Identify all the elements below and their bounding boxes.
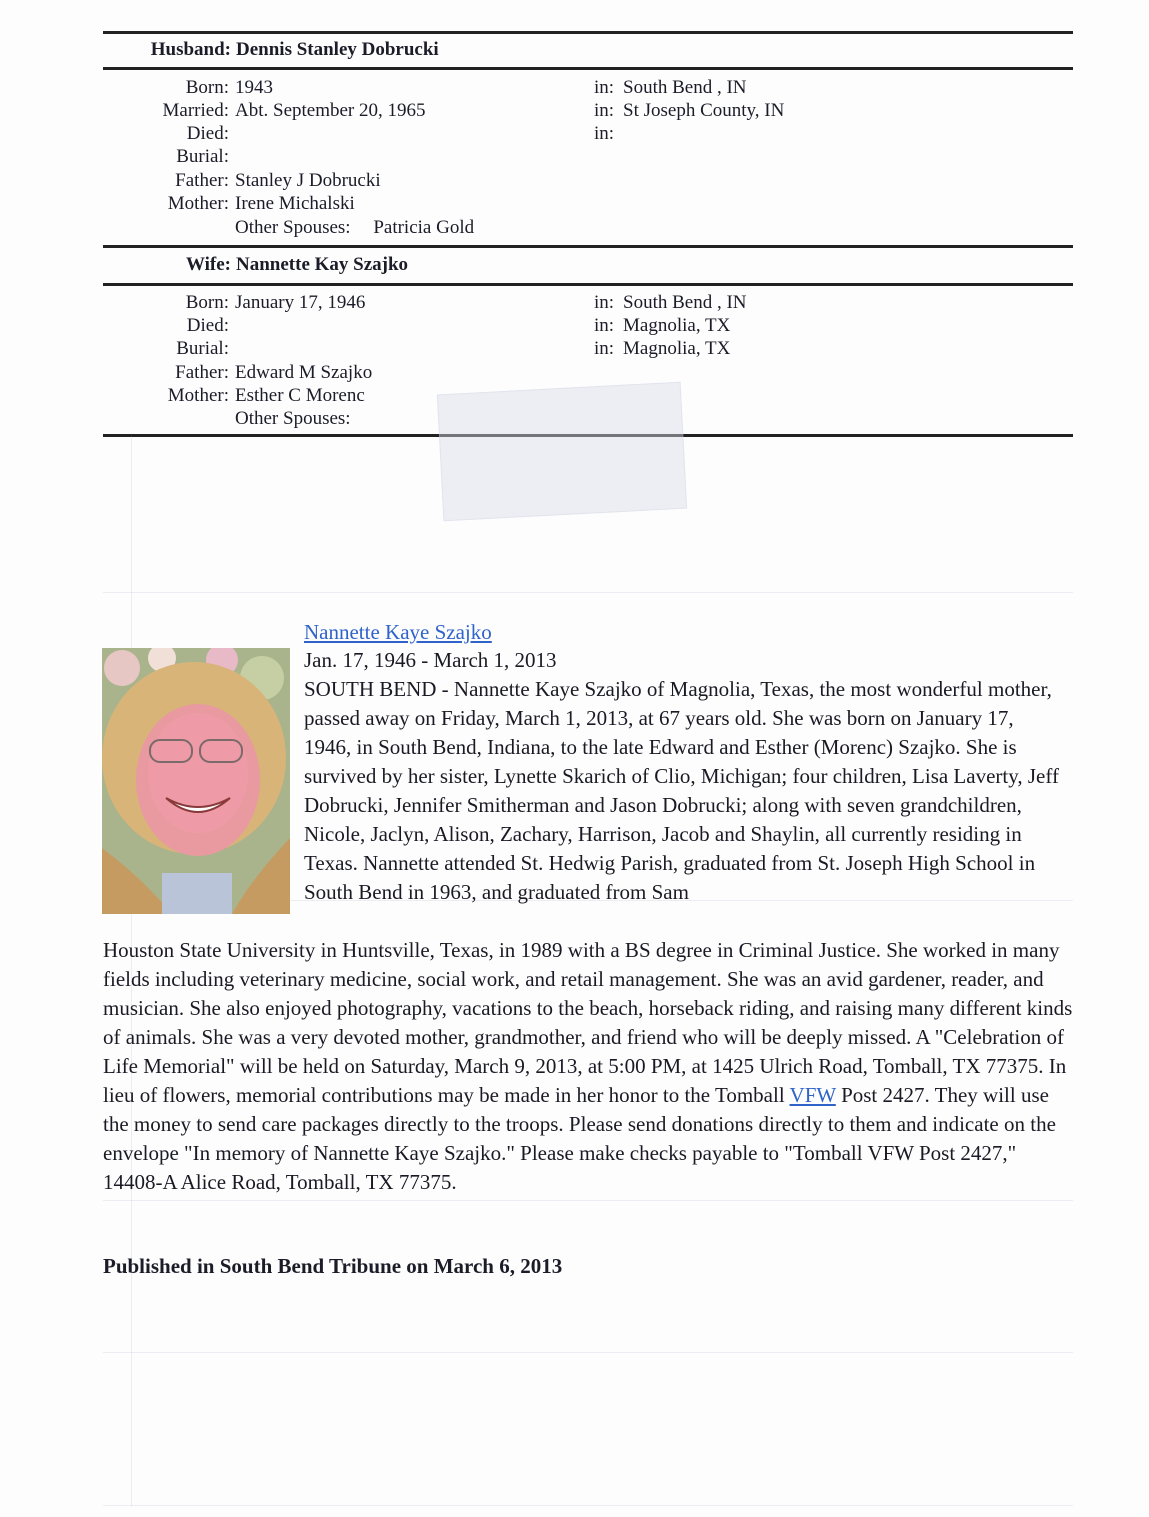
in-label: in:: [594, 338, 615, 359]
mother-label: Mother:: [167, 193, 229, 214]
born-label: Born:: [185, 77, 229, 98]
wife-other-spouses: [235, 408, 369, 430]
husband-born-row: [0, 77, 1149, 100]
wife-name: Nannette Kay Szajko: [236, 254, 409, 275]
wife-died-row: [0, 315, 1149, 338]
other-spouses-label: Other Spouses:: [235, 408, 351, 429]
in-label: in:: [594, 123, 615, 144]
husband-label: Husband:: [150, 39, 231, 60]
burial-label: Burial:: [176, 146, 229, 167]
husband-rule: [103, 67, 1073, 70]
in-label: in:: [594, 315, 615, 336]
portrait-image: [102, 648, 290, 914]
married-place: St Joseph County, IN: [623, 100, 785, 121]
burial-place: Magnolia, TX: [623, 338, 731, 359]
in-label: in:: [594, 77, 615, 98]
born-place: South Bend , IN: [623, 292, 747, 313]
wife-burial-row: [0, 338, 1149, 361]
wife-rule: [103, 283, 1073, 286]
father-value: Edward M Szajko: [235, 362, 373, 383]
mother-value: Irene Michalski: [235, 193, 355, 214]
vfw-link[interactable]: VFW: [789, 1083, 836, 1107]
ghost-rule: [103, 1505, 1073, 1506]
husband-died-row: [0, 123, 1149, 146]
other-spouses-value: Patricia Gold: [373, 217, 475, 238]
mother-label: Mother:: [167, 385, 229, 406]
other-spouses-label: Other Spouses:: [235, 217, 351, 238]
husband-other-spouses: [235, 217, 474, 239]
mother-value: Esther C Morenc: [235, 385, 365, 406]
obituary-dates: Jan. 17, 1946 - March 1, 2013: [304, 648, 557, 672]
husband-mother-row: [0, 193, 1149, 216]
father-label: Father:: [175, 362, 229, 383]
born-place: South Bend , IN: [623, 77, 747, 98]
husband-burial-row: [0, 146, 1149, 169]
husband-father-row: [0, 170, 1149, 193]
ghost-rule: [103, 1352, 1073, 1353]
born-value: January 17, 1946: [235, 292, 366, 313]
obituary-body-part3: Post 2427. They will use the money to send care packages directly to the troops. Please send donations directly to them and indicate on the envelope "In memory of Nannette Kaye Szajko." Please make checks payable to "Tomball VFW Post 2427," 14408-A Alice Road, Tomball, TX 77375.: [103, 1083, 1056, 1194]
in-label: in:: [594, 292, 615, 313]
wife-label: Wife:: [185, 254, 231, 275]
born-value: 1943: [235, 77, 273, 98]
wife-top-rule: [103, 245, 1073, 248]
ghost-rule: [103, 1200, 1073, 1201]
ghost-rule: [103, 592, 1073, 593]
born-label: Born:: [185, 292, 229, 313]
husband-married-row: [0, 100, 1149, 123]
obituary-name-link[interactable]: Nannette Kaye Szajko: [304, 620, 492, 644]
father-value: Stanley J Dobrucki: [235, 170, 381, 191]
husband-name: Dennis Stanley Dobrucki: [236, 39, 439, 60]
portrait-photo: [102, 648, 290, 914]
died-place: Magnolia, TX: [623, 315, 731, 336]
top-rule: [103, 31, 1073, 34]
obituary-body-part2: Houston State University in Huntsville, Texas, in 1989 with a BS degree in Criminal Justice. She worked in many fields including veterinary medicine, social work, and retail management. She was an avid gardener, reader, and musician. She also enjoyed photography, vacations to the beach, horseback riding, and raising many different kinds of animals. She was a very devoted mother, grandmother, and friend who will be deeply missed. A "Celebration of Life Memorial" will be held on Saturday, March 9, 2013, at 5:00 PM, at 1425 Ulrich Road, Tomball, TX 77375. In lieu of flowers, memorial contributions may be made in her honor to the Tomball: [103, 938, 1073, 1107]
married-value: Abt. September 20, 1965: [235, 100, 426, 121]
published-note: Published in South Bend Tribune on March 6, 2013: [103, 1254, 563, 1278]
burial-label: Burial:: [176, 338, 229, 359]
obituary-text-top: [304, 646, 1064, 907]
married-label: Married:: [162, 100, 229, 121]
tape-strip: [437, 382, 687, 522]
in-label: in:: [594, 100, 615, 121]
died-label: Died:: [186, 123, 229, 144]
father-label: Father:: [175, 170, 229, 191]
wife-father-row: [0, 362, 1149, 385]
obituary-text-bottom: [103, 936, 1073, 1197]
obituary-body-part1: SOUTH BEND - Nannette Kaye Szajko of Magnolia, Texas, the most wonderful mother, passed away on Friday, March 1, 2013, at 67 years old. She was born on January 17, 1946, in South Bend, Indiana, to the late Edward and Esther (Morenc) Szajko. She is survived by her sister, Lynette Skarich of Clio, Michigan; four children, Lisa Laverty, Jeff Dobrucki, Jennifer Smitherman and Jason Dobrucki; along with seven grandchildren, Nicole, Jaclyn, Alison, Zachary, Harrison, Jacob and Shaylin, all currently residing in Texas. Nannette attended St. Hedwig Parish, graduated from St. Joseph High School in South Bend in 1963, and graduated from Sam: [304, 677, 1059, 904]
wife-born-row: [0, 292, 1149, 315]
died-label: Died:: [186, 315, 229, 336]
